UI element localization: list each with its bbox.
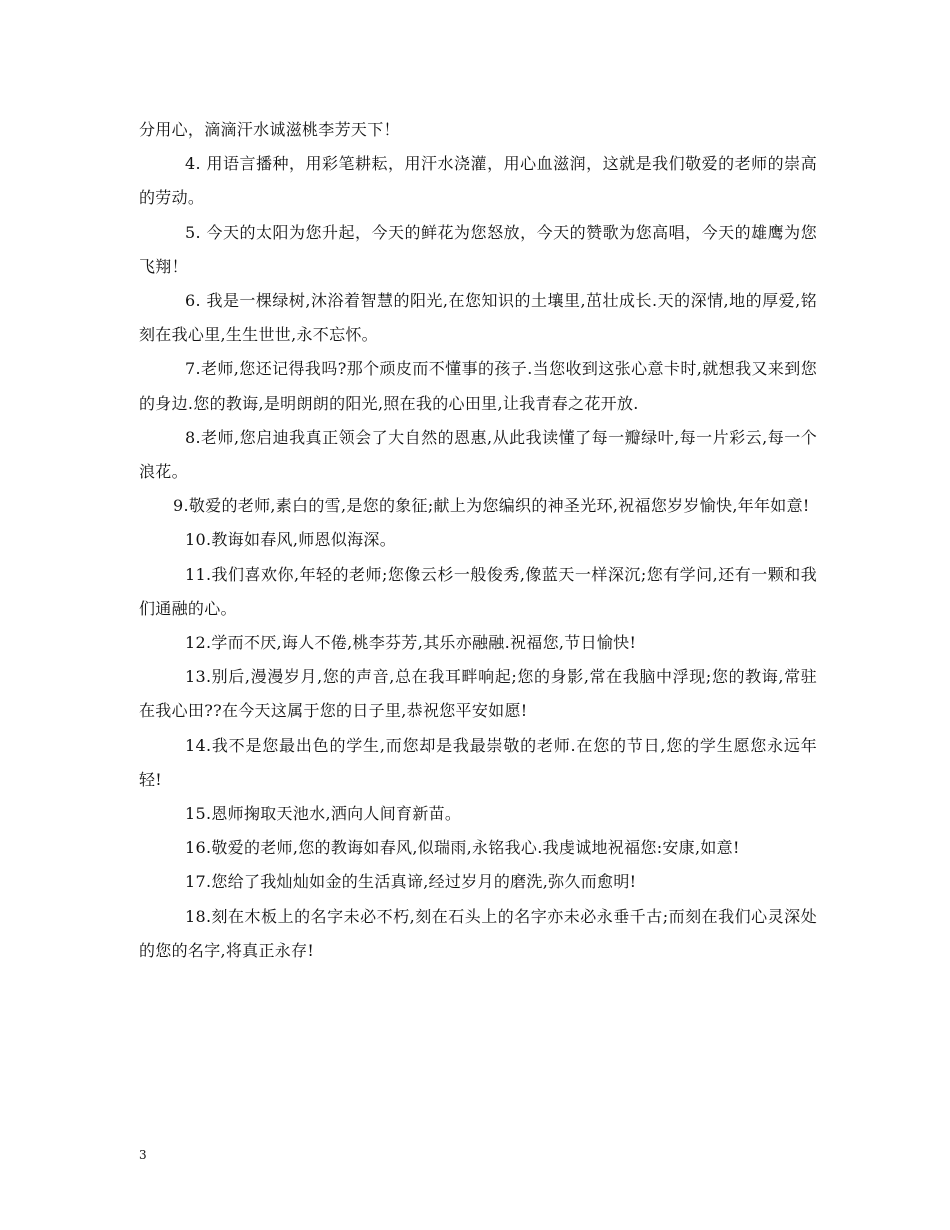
paragraph-item-12: 12.学而不厌,诲人不倦,桃李芬芳,其乐亦融融.祝福您,节日愉快! bbox=[185, 633, 637, 653]
paragraph-item-17: 17.您给了我灿灿如金的生活真谛,经过岁月的磨洗,弥久而愈明! bbox=[185, 872, 637, 892]
paragraph-item-7: 7.老师,您还记得我吗?那个顽皮而不懂事的孩子.当您收到这张心意卡时,就想我又来到您的身边.您的教诲,是明朗朗的阳光,照在我的心田里,让我青春之花开放. bbox=[139, 359, 817, 413]
paragraph-item-16: 16.敬爱的老师,您的教诲如春风,似瑞雨,永铭我心.我虔诚地祝福您:安康,如意! bbox=[185, 838, 740, 858]
paragraph-item-18: 18.刻在木板上的名字未必不朽,刻在石头上的名字亦未必永垂千古;而刻在我们心灵深处的您的名字,将真正永存! bbox=[139, 906, 817, 960]
paragraph-item-14: 14.我不是您最出色的学生,而您却是我最崇敬的老师.在您的节日,您的学生愿您永远年轻! bbox=[139, 735, 817, 789]
page-number: 3 bbox=[139, 1148, 147, 1162]
paragraph-item-6: 6. 我是一棵绿树,沐浴着智慧的阳光,在您知识的土壤里,茁壮成长.天的深情,地的厚爱,铭刻在我心里,生生世世,永不忘怀。 bbox=[139, 291, 817, 345]
paragraph-item-10: 10.教诲如春风,师恩似海深。 bbox=[185, 530, 397, 550]
document-body bbox=[139, 113, 817, 968]
paragraph-item-4: 4. 用语言播种，用彩笔耕耘，用汗水浇灌，用心血滋润，这就是我们敬爱的老师的崇高的劳动。 bbox=[139, 154, 817, 208]
paragraph-item-11: 11.我们喜欢你,年轻的老师;您像云杉一般俊秀,像蓝天一样深沉;您有学问,还有一颗和我们通融的心。 bbox=[139, 564, 817, 618]
paragraph-continuation: 分用心，滴滴汗水诚滋桃李芳天下！ bbox=[139, 120, 400, 139]
paragraph-item-8: 8.老师,您启迪我真正领会了大自然的恩惠,从此我读懂了每一瓣绿叶,每一片彩云,每一个浪花。 bbox=[139, 427, 817, 482]
paragraph-item-9: 9.敬爱的老师,素白的雪,是您的象征;献上为您编织的神圣光环,祝福您岁岁愉快,年年如意! bbox=[173, 496, 810, 516]
paragraph-item-5: 5. 今天的太阳为您升起，今天的鲜花为您怒放，今天的赞歌为您高唱，今天的雄鹰为您飞翔！ bbox=[139, 222, 817, 276]
paragraph-item-15: 15.恩师掬取天池水,洒向人间育新苗。 bbox=[185, 804, 462, 824]
paragraph-item-13: 13.别后,漫漫岁月,您的声音,总在我耳畔响起;您的身影,常在我脑中浮现;您的教诲,常驻在我心田??在今天这属于您的日子里,恭祝您平安如愿! bbox=[139, 667, 817, 721]
